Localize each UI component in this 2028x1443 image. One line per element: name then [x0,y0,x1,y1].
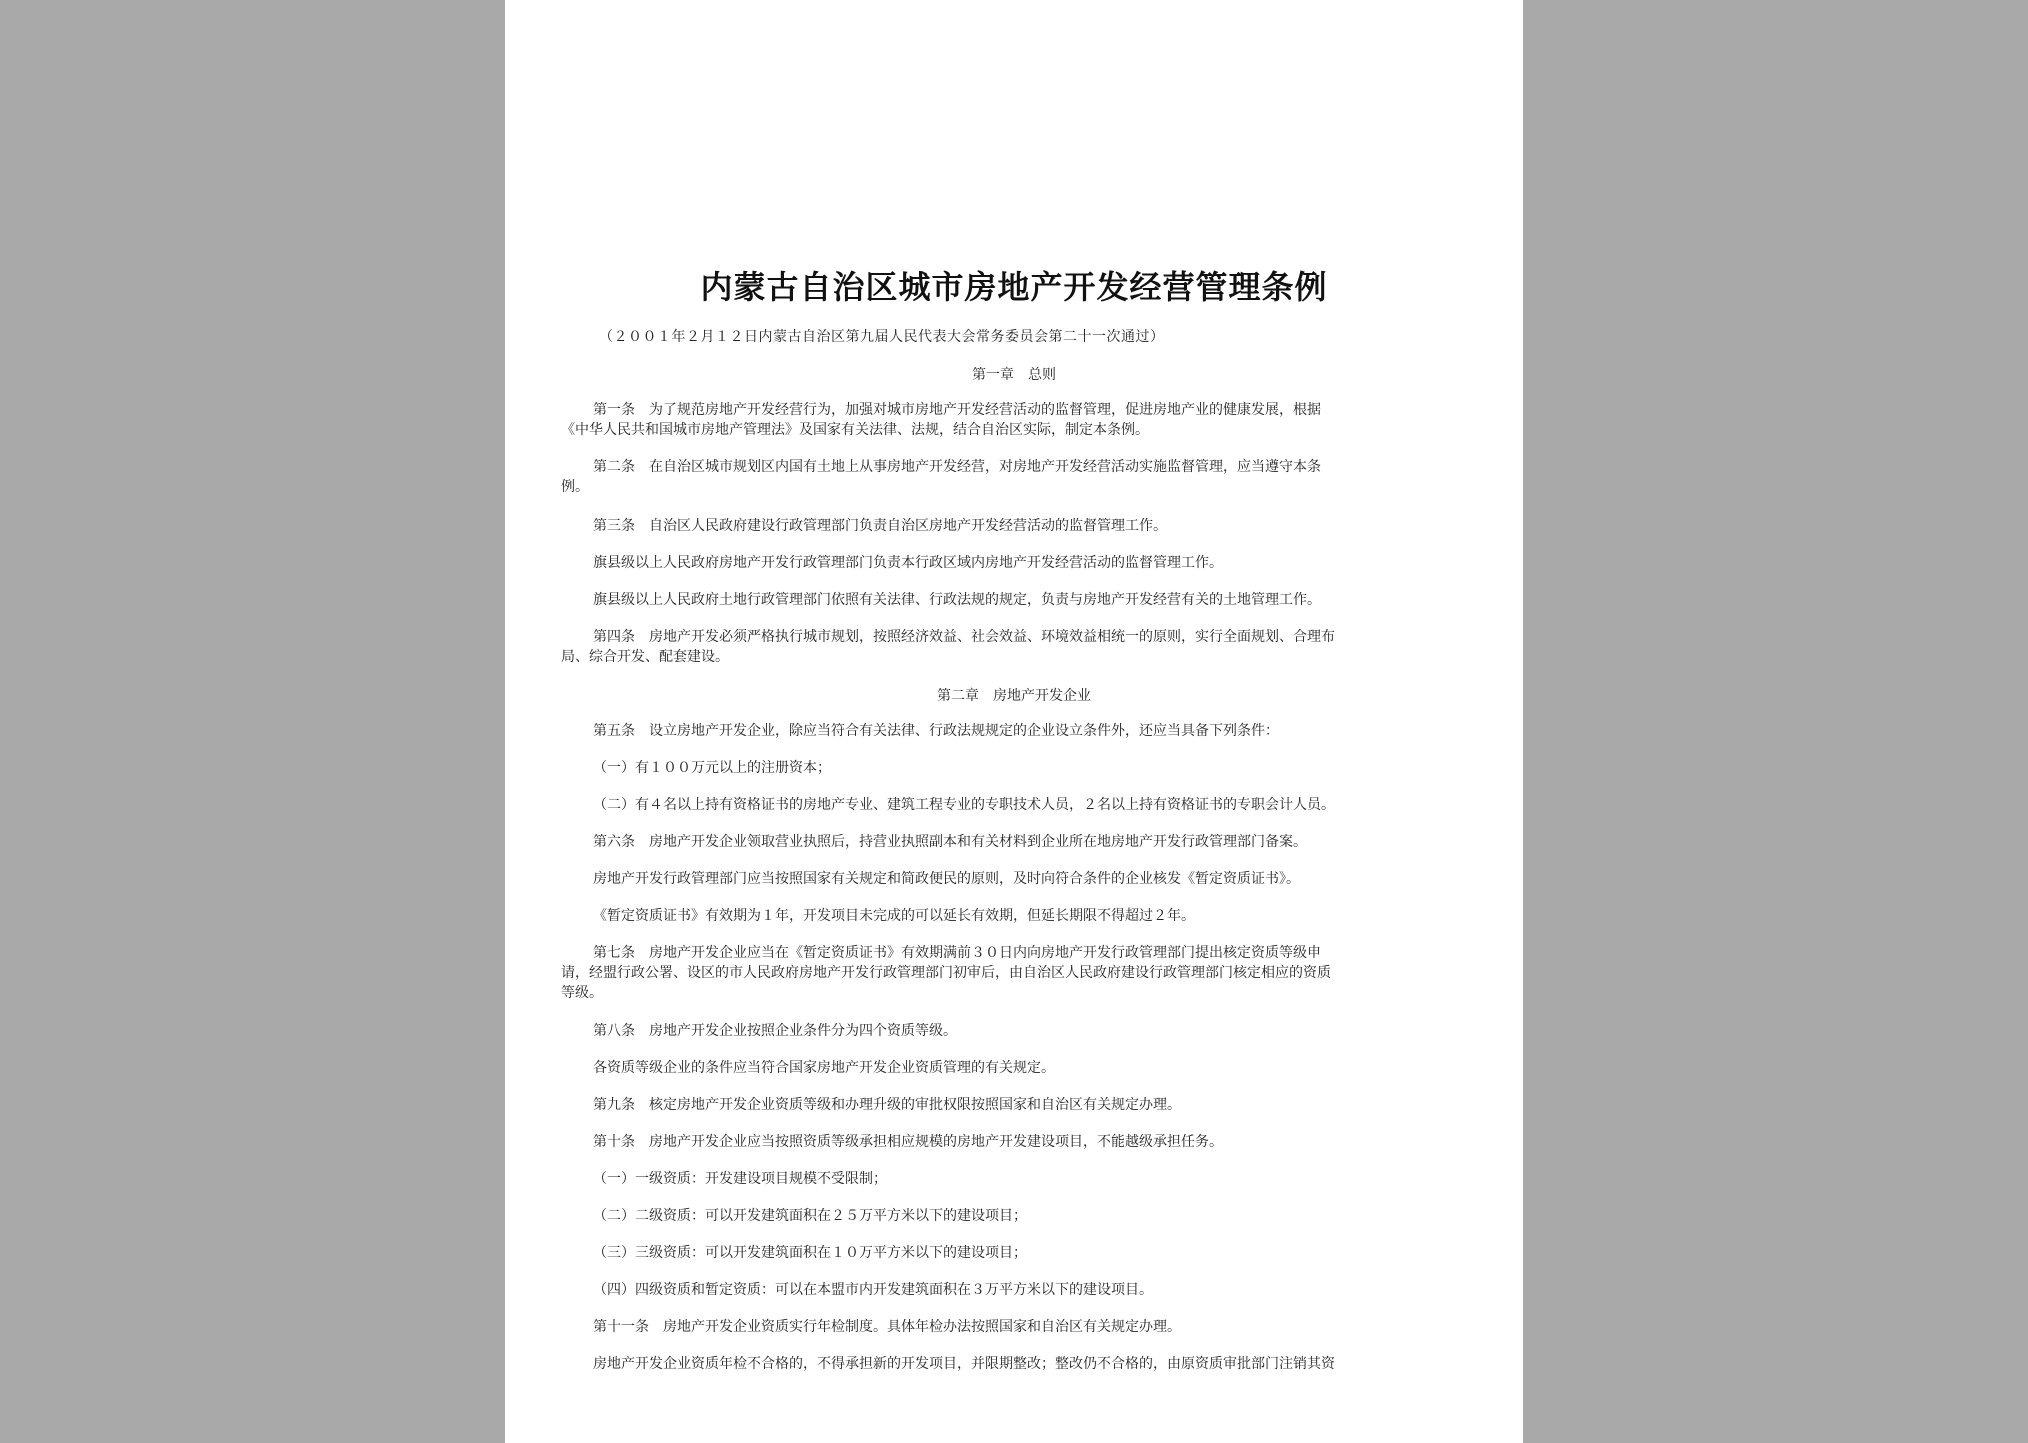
paragraph: 第十条 房地产开发企业应当按照资质等级承担相应规模的房地产开发建设项目，不能越级承担任务。 [593,1134,1223,1150]
paragraph: 第一条 为了规范房地产开发经营行为，加强对城市房地产开发经营活动的监督管理，促进房地产业的健康发展，根据 [593,402,1321,418]
paragraph: 第十一条 房地产开发企业资质实行年检制度。具体年检办法按照国家和自治区有关规定办理。 [593,1319,1181,1335]
paragraph: 等级。 [561,985,603,1001]
paragraph: （一）有１００万元以上的注册资本； [593,760,831,776]
paragraph: 例。 [561,479,589,495]
document-subtitle: （２００１年２月１２日内蒙古自治区第九届人民代表大会常务委员会第二十一次通过） [599,329,1165,345]
paragraph: 房地产开发企业资质年检不合格的，不得承担新的开发项目，并限期整改；整改仍不合格的，由原资质审批部门注销其资 [593,1356,1335,1372]
paragraph: （四）四级资质和暂定资质：可以在本盟市内开发建筑面积在３万平方米以下的建设项目。 [593,1282,1153,1298]
paragraph: （一）一级资质：开发建设项目规模不受限制； [593,1171,887,1187]
paragraph: （二）二级资质：可以开发建筑面积在２５万平方米以下的建设项目； [593,1208,1027,1224]
paragraph: 第八条 房地产开发企业按照企业条件分为四个资质等级。 [593,1023,957,1039]
paragraph: 旗县级以上人民政府房地产开发行政管理部门负责本行政区域内房地产开发经营活动的监督管理工作。 [593,555,1223,571]
paragraph: （三）三级资质：可以开发建筑面积在１０万平方米以下的建设项目； [593,1245,1027,1261]
paragraph: 请，经盟行政公署、设区的市人民政府房地产开发行政管理部门初审后，由自治区人民政府建设行政管理部门核定相应的资质 [561,965,1331,981]
paragraph: 第五条 设立房地产开发企业，除应当符合有关法律、行政法规规定的企业设立条件外，还应当具备下列条件： [593,723,1279,739]
paragraph: 第九条 核定房地产开发企业资质等级和办理升级的审批权限按照国家和自治区有关规定办理。 [593,1097,1181,1113]
paragraph: 房地产开发行政管理部门应当按照国家有关规定和简政便民的原则，及时向符合条件的企业核发《暂定资质证书》。 [593,871,1300,887]
paragraph: 第六条 房地产开发企业领取营业执照后，持营业执照副本和有关材料到企业所在地房地产开发行政管理部门备案。 [593,834,1307,850]
document-page [505,0,1523,1443]
chapter-heading: 第一章 总则 [972,367,1056,383]
paragraph: 旗县级以上人民政府土地行政管理部门依照有关法律、行政法规的规定，负责与房地产开发经营有关的土地管理工作。 [593,592,1321,608]
paragraph: 《暂定资质证书》有效期为１年，开发项目未完成的可以延长有效期，但延长期限不得超过２年。 [593,908,1195,924]
chapter-heading: 第二章 房地产开发企业 [937,688,1091,704]
paragraph: 各资质等级企业的条件应当符合国家房地产开发企业资质管理的有关规定。 [593,1060,1055,1076]
paragraph: （二）有４名以上持有资格证书的房地产专业、建筑工程专业的专职技术人员，２名以上持有资格证书的专职会计人员。 [593,797,1335,813]
paragraph: 第二条 在自治区城市规划区内国有土地上从事房地产开发经营，对房地产开发经营活动实施监督管理，应当遵守本条 [593,459,1321,475]
paragraph: 局、综合开发、配套建设。 [561,649,729,665]
paragraph: 第三条 自治区人民政府建设行政管理部门负责自治区房地产开发经营活动的监督管理工作。 [593,518,1167,534]
paragraph: 《中华人民共和国城市房地产管理法》及国家有关法律、法规，结合自治区实际，制定本条例。 [561,422,1149,438]
paragraph: 第七条 房地产开发企业应当在《暂定资质证书》有效期满前３０日内向房地产开发行政管理部门提出核定资质等级申 [593,945,1321,961]
document-title: 内蒙古自治区城市房地产开发经营管理条例 [700,268,1328,306]
paragraph: 第四条 房地产开发必须严格执行城市规划，按照经济效益、社会效益、环境效益相统一的原则，实行全面规划、合理布 [593,629,1335,645]
